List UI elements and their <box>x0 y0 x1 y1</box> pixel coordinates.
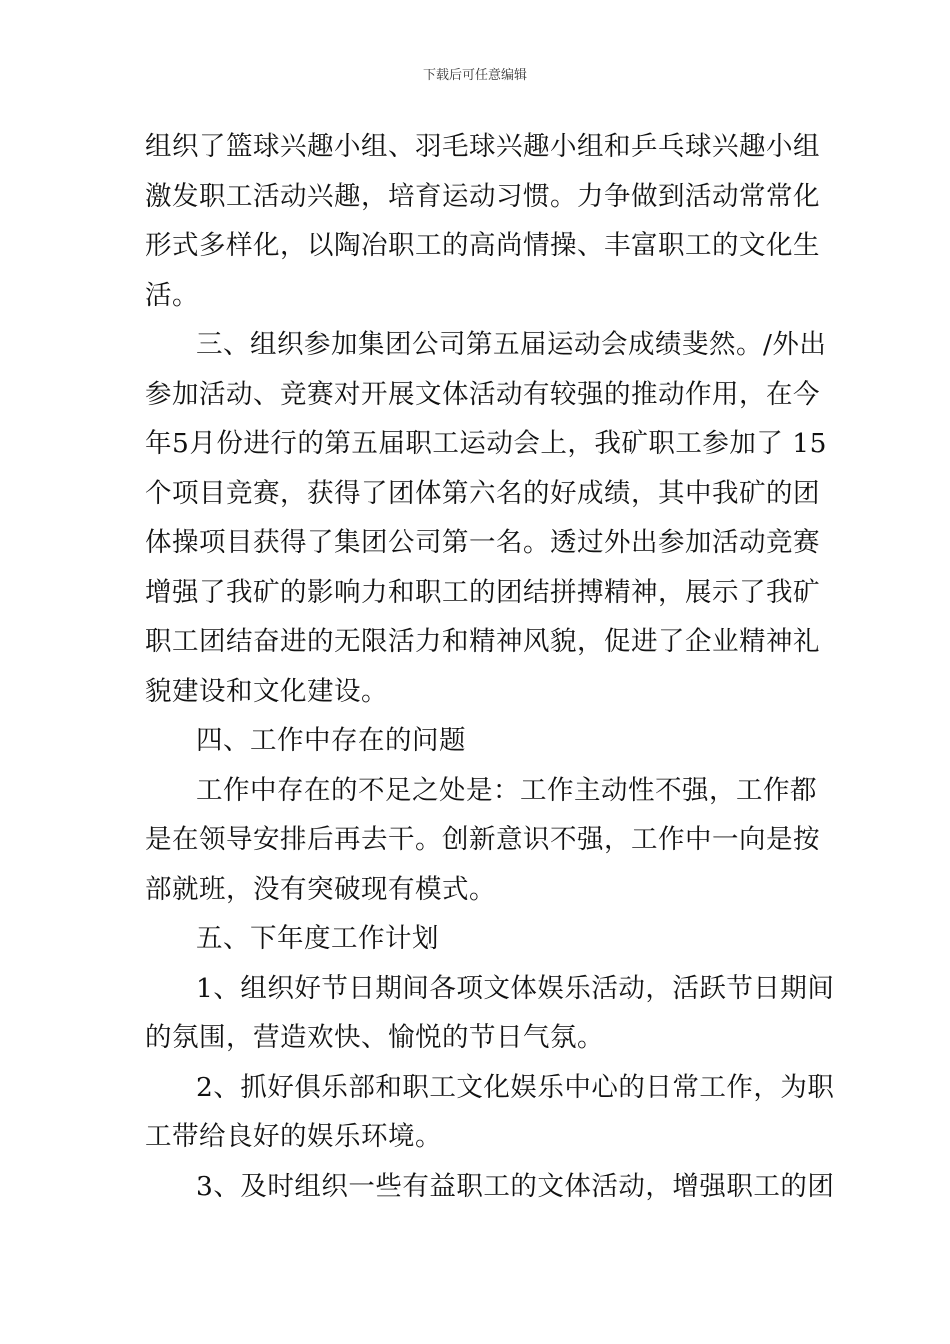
text-line: 参加活动、竞赛对开展文体活动有较强的推动作用，在今 <box>145 378 820 410</box>
text-line: 组织了篮球兴趣小组、羽毛球兴趣小组和乒乓球兴趣小组 <box>145 131 820 162</box>
text-line: 1、组织好节日期间各项文体娱乐活动，活跃节日期间 <box>196 972 835 1004</box>
text-line: 的氛围，营造欢快、愉悦的节日气氛。 <box>145 1022 604 1053</box>
text-line: 个项目竞赛，获得了团体第六名的好成绩，其中我矿的团 <box>145 477 820 509</box>
text-line: 四、工作中存在的问题 <box>196 725 466 756</box>
text-line: 年5月份进行的第五届职工运动会上，我矿职工参加了 15 <box>145 428 828 459</box>
text-line: 体操项目获得了集团公司第一名。透过外出参加活动竞赛 <box>145 527 820 558</box>
text-line: 部就班，没有突破现有模式。 <box>145 873 496 905</box>
text-line: 职工团结奋进的无限活力和精神风貌，促进了企业精神礼 <box>145 626 820 657</box>
text-line: 3、及时组织一些有益职工的文体活动，增强职工的团 <box>196 1170 835 1202</box>
text-line: 貌建设和文化建设。 <box>145 675 388 707</box>
text-line: 激发职工活动兴趣，培育运动习惯。力争做到活动常常化 <box>145 180 820 212</box>
text-line: 2、抓好俱乐部和职工文化娱乐中心的日常工作，为职 <box>196 1071 835 1103</box>
text-line: 五、下年度工作计划 <box>196 923 439 954</box>
text-line: 形式多样化，以陶冶职工的高尚情操、丰富职工的文化生 <box>145 230 820 261</box>
text-line: 三、组织参加集团公司第五届运动会成绩斐然。/外出 <box>196 329 827 360</box>
document-body <box>145 122 835 1211</box>
text-line: 工带给良好的娱乐环境。 <box>145 1121 442 1152</box>
page-header: 下载后可任意编辑 <box>422 68 527 83</box>
text-line: 是在领导安排后再去干。创新意识不强，工作中一向是按 <box>145 824 820 855</box>
text-line: 活。 <box>145 279 199 311</box>
text-line: 增强了我矿的影响力和职工的团结拼搏精神，展示了我矿 <box>145 576 820 608</box>
text-line: 工作中存在的不足之处是：工作主动性不强，工作都 <box>196 774 817 806</box>
